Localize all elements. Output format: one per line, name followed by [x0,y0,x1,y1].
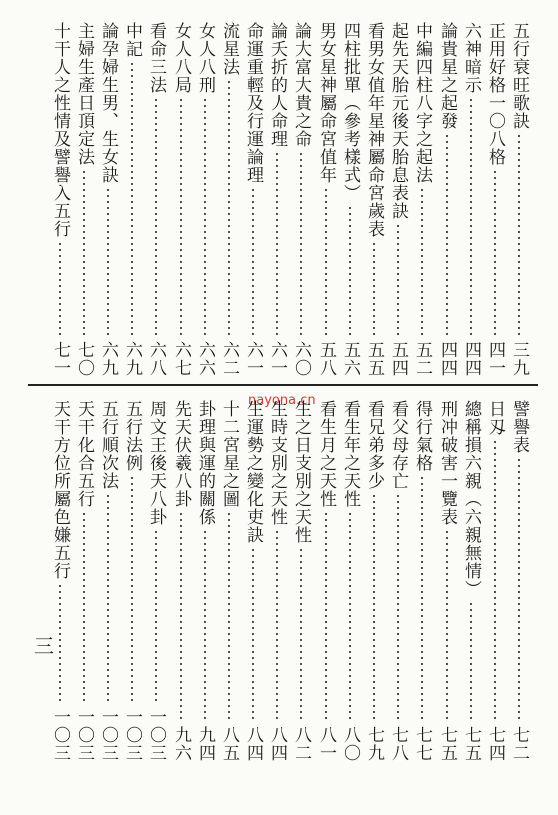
toc-entry [194,400,216,762]
dot-leader [494,439,496,723]
toc-entry [145,400,167,762]
entry-page: 四四 [461,341,481,377]
toc-entry [387,400,409,762]
toc-entry [97,22,119,377]
entry-title: 五行衰旺歌訣 [509,22,529,130]
entry-page: 六八 [146,341,166,377]
dot-leader [131,61,133,338]
entry-page: 三九 [509,341,529,377]
entry-title: 十二宮星之圖 [219,400,239,508]
entry-title: 看父母存亡 [388,400,408,490]
entry-page: 一〇三 [50,708,70,762]
dot-leader [446,529,448,723]
dot-leader [83,511,85,705]
toc-top-section [0,22,558,377]
toc-entry [411,22,433,377]
dot-leader [180,511,182,723]
entry-title: 看兄弟多少 [364,400,384,490]
toc-entry [411,400,433,762]
toc-entry [145,22,167,377]
entry-title: 男女星神屬命宮值年 [316,22,336,184]
dot-leader [397,493,399,723]
dot-leader [397,223,399,338]
entry-title: 譬譽表 [509,400,529,454]
entry-page: 六二 [219,341,239,377]
dot-leader [300,151,302,338]
entry-title: 主婦生產日頂定法 [74,22,94,166]
toc-entry [49,22,71,377]
entry-page: 七四 [485,726,505,762]
toc-entry [218,22,240,377]
entry-page: 六一 [243,341,263,377]
dot-leader [204,97,206,338]
toc-entry [436,400,458,762]
entry-title: 看生月之天性 [316,400,336,508]
entry-page: 一〇三 [74,708,94,762]
dot-leader [155,97,157,338]
dot-leader [252,547,254,723]
dot-leader [325,511,327,723]
dot-leader [470,97,472,338]
entry-title: 總稱損六親（六親無情） [461,400,481,598]
entry-page: 八二 [291,726,311,762]
dot-leader [59,241,61,338]
dot-leader [373,493,375,723]
entry-page: 四四 [437,341,457,377]
toc-entry [290,22,312,377]
entry-page: 七五 [437,726,457,762]
entry-page: 八四 [243,726,263,762]
entry-title: 四柱批單（參考樣式） [340,22,360,202]
dot-leader [300,547,302,723]
entry-page: 四一 [485,341,505,377]
toc-entry [242,22,264,377]
entry-page: 七八 [388,726,408,762]
toc-entry [363,400,385,762]
entry-title: 正用好格一〇八格 [485,22,505,166]
entry-title: 看生年之天性 [340,400,360,508]
toc-entry [484,22,506,377]
toc-entry [508,400,530,762]
entry-title: 女人八刑 [195,22,215,94]
entry-title: 刑冲破害一覽表 [437,400,457,526]
entry-page: 六九 [122,341,142,377]
dot-leader [494,169,496,338]
entry-page: 五四 [388,341,408,377]
dot-leader [276,151,278,338]
dot-leader [470,601,472,723]
toc-entry [170,400,192,762]
entry-page: 七一 [50,341,70,377]
entry-page: 八四 [267,726,287,762]
toc-entry [194,22,216,377]
entry-title: 看男女值年星神屬命宮歲表 [364,22,384,238]
toc-entry [315,400,337,762]
entry-title: 生運勢之變化吏訣 [243,400,263,544]
entry-title: 論大富大貴之命 [291,22,311,148]
entry-title: 生之日支別之天性 [291,400,311,544]
page-number: 三 [34,634,54,658]
dot-leader [518,133,520,338]
entry-page: 九四 [195,726,215,762]
entry-title: 論孕婦生男、生女訣 [98,22,118,184]
entry-page: 七五 [461,726,481,762]
entry-title: 命運重輕及行運論理 [243,22,263,184]
entry-title: 中編四柱八字之起法 [412,22,432,184]
toc-entry [97,400,119,762]
entry-title: 中記 [122,22,142,58]
entry-title: 看命三法 [146,22,166,94]
entry-page: 五二 [412,341,432,377]
toc-entry [121,22,143,377]
dot-leader [349,205,351,338]
entry-title: 十干人之性情及譬譽入五行 [50,22,70,238]
entry-title: 流星法 [219,22,239,76]
entry-title: 五行順次法 [98,400,118,490]
entry-page: 五八 [316,341,336,377]
toc-entry [315,22,337,377]
entry-page: 五五 [364,341,384,377]
toc-entry [290,400,312,762]
entry-title: 天干化合五行 [74,400,94,508]
entry-title: 得行氣格 [412,400,432,472]
entry-page: 七二 [509,726,529,762]
dot-leader [349,511,351,723]
entry-page: 五六 [340,341,360,377]
entry-page: 一〇三 [98,708,118,762]
dot-leader [228,511,230,723]
entry-title: 五行法例 [122,400,142,472]
toc-entry [339,400,361,762]
entry-page: 八一 [316,726,336,762]
entry-title: 論夭折的人命理 [267,22,287,148]
entry-title: 卦理與運的關係 [195,400,215,526]
dot-leader [252,187,254,338]
entry-page: 八五 [219,726,239,762]
entry-title: 論貴星之起發 [437,22,457,130]
toc-bottom-section [0,400,558,762]
entry-page: 六七 [171,341,191,377]
toc-entry [242,400,264,762]
section-divider [28,384,538,386]
dot-leader [180,97,182,338]
dot-leader [373,241,375,338]
entry-title: 起先天胎元後天胎息表訣 [388,22,408,220]
entry-page: 七九 [364,726,384,762]
dot-leader [446,133,448,338]
dot-leader [131,475,133,705]
entry-title: 先天伏羲八卦 [171,400,191,508]
toc-entry [363,22,385,377]
toc-entry [73,22,95,377]
dot-leader [155,529,157,705]
entry-page: 六六 [195,341,215,377]
toc-entry [49,400,71,762]
dot-leader [518,457,520,723]
entry-title: 六神暗示 [461,22,481,94]
watermark-text: nayona.cn [248,393,316,408]
entry-page: 六一 [267,341,287,377]
dot-leader [276,529,278,723]
dot-leader [83,169,85,338]
toc-entry [218,400,240,762]
toc-entry [339,22,361,377]
toc-entry [460,400,482,762]
toc-entry [387,22,409,377]
entry-page: 一〇三 [122,708,142,762]
toc-entry [508,22,530,377]
toc-entry [170,22,192,377]
dot-leader [228,79,230,338]
entry-page: 七七 [412,726,432,762]
dot-leader [107,493,109,705]
toc-entry [484,400,506,762]
dot-leader [421,475,423,723]
entry-title: 女人八局 [171,22,191,94]
entry-page: 八〇 [340,726,360,762]
entry-page: 七〇 [74,341,94,377]
dot-leader [204,529,206,723]
toc-entry [266,22,288,377]
dot-leader [107,187,109,338]
entry-title: 日刄 [485,400,505,436]
toc-entry [121,400,143,762]
toc-entry [460,22,482,377]
toc-entry [266,400,288,762]
dot-leader [59,583,61,705]
dot-leader [421,187,423,338]
toc-entry [73,400,95,762]
dot-leader [325,187,327,338]
entry-page: 一〇三 [146,708,166,762]
entry-title: 天干方位所屬色嫌五行 [50,400,70,580]
entry-title: 周文王後天八卦 [146,400,166,526]
entry-page: 六九 [98,341,118,377]
toc-entry [436,22,458,377]
entry-title: 生時支別之天性 [267,400,287,526]
entry-page: 九六 [171,726,191,762]
entry-page: 六〇 [291,341,311,377]
